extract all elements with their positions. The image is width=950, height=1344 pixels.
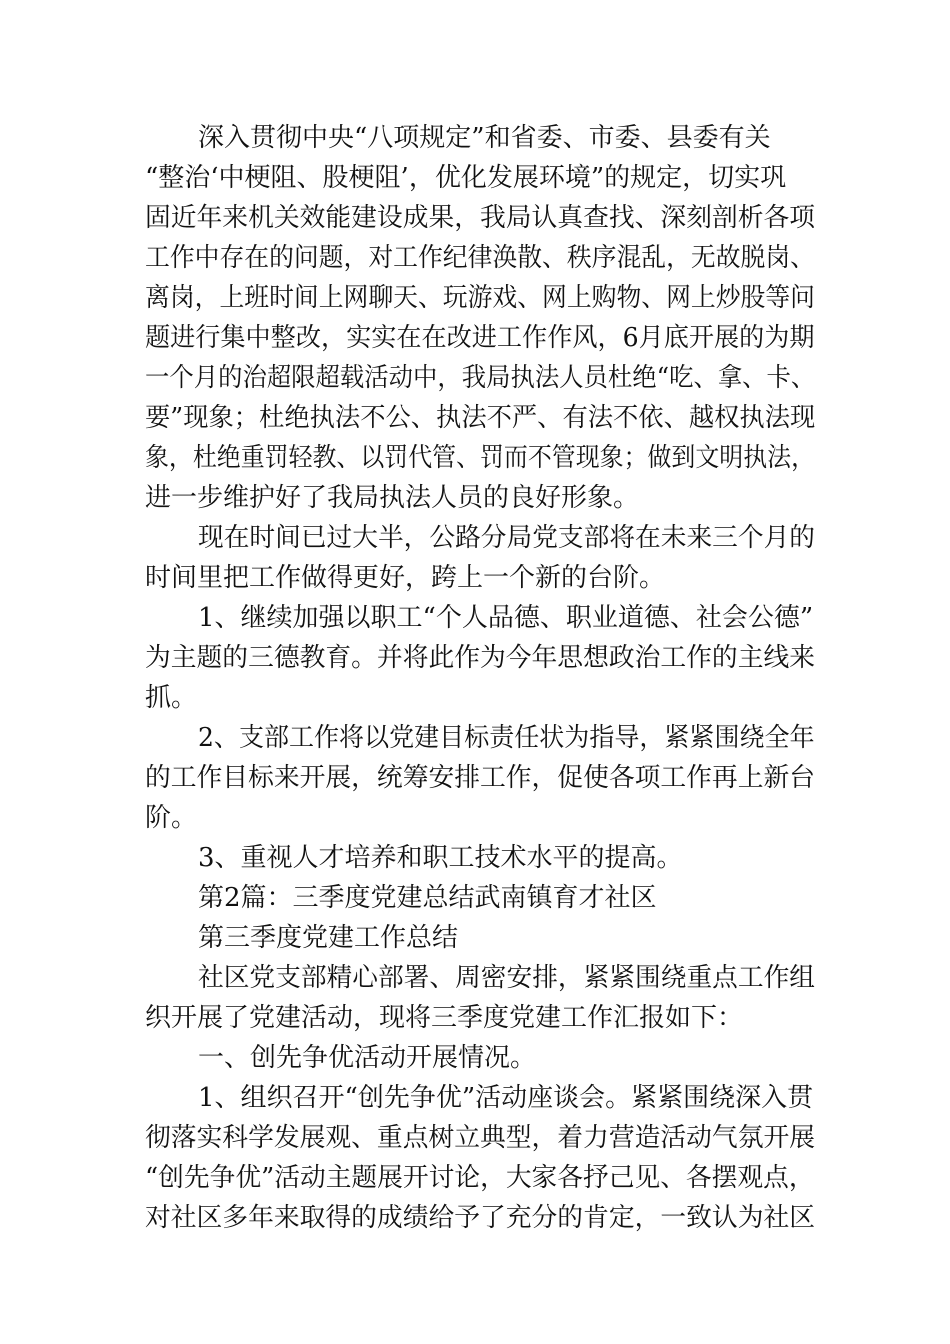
text-line: 阶。 (145, 803, 198, 833)
text-line: 为主题的三德教育。并将此作为今年思想政治工作的主线来 (145, 643, 816, 673)
text-line: 工作中存在的问题，对工作纪律涣散、秩序混乱，无故脱岗、 (145, 243, 816, 273)
text-line: 深入贯彻中央“八项规定”和省委、市委、县委有关 (198, 123, 771, 153)
section-subheading: 第三季度党建工作总结 (198, 923, 459, 953)
section-heading: 第2篇：三季度党建总结武南镇育才社区 (198, 883, 657, 913)
text-line: 抓。 (145, 683, 198, 713)
text-line: 的工作目标来开展，统筹安排工作，促使各项工作再上新台 (145, 763, 816, 793)
text-line: “整治‘中梗阻、股梗阻’，优化发展环境”的规定，切实巩 (145, 163, 787, 193)
text-line: 现在时间已过大半，公路分局党支部将在未来三个月的 (198, 523, 816, 553)
text-line: 一、创先争优活动开展情况。 (198, 1043, 537, 1073)
text-line: 1、组织召开“创先争优”活动座谈会。紧紧围绕深入贯 (198, 1083, 814, 1113)
text-line: 象，杜绝重罚轻教、以罚代管、罚而不管现象；做到文明执法， (145, 443, 816, 473)
text-line: 1、继续加强以职工“个人品德、职业道德、社会公德” (198, 603, 814, 633)
text-line: 社区党支部精心部署、周密安排，紧紧围绕重点工作组 (198, 963, 816, 993)
text-line: 题进行集中整改，实实在在改进工作作风，6月底开展的为期 (145, 323, 815, 353)
text-line: 对社区多年来取得的成绩给予了充分的肯定，一致认为社区 (145, 1203, 816, 1233)
text-line: 2、支部工作将以党建目标责任状为指导，紧紧围绕全年 (198, 723, 815, 753)
text-line: 离岗，上班时间上网聊天、玩游戏、网上购物、网上炒股等问 (145, 283, 816, 313)
text-line: 彻落实科学发展观、重点树立典型，着力营造活动气氛开展 (145, 1123, 816, 1153)
text-line: 时间里把工作做得更好，跨上一个新的台阶。 (145, 563, 666, 593)
text-line: 固近年来机关效能建设成果，我局认真查找、深刻剖析各项 (145, 203, 816, 233)
text-line: 一个月的治超限超载活动中，我局执法人员杜绝“吃、拿、卡、 (145, 363, 816, 393)
text-line: 进一步维护好了我局执法人员的良好形象。 (145, 483, 640, 513)
text-line: 3、重视人才培养和职工技术水平的提高。 (198, 843, 683, 873)
text-line: 要”现象；杜绝执法不公、执法不严、有法不依、越权执法现 (145, 403, 816, 433)
text-line: 织开展了党建活动，现将三季度党建工作汇报如下： (145, 1003, 744, 1033)
text-line: “创先争优”活动主题展开讨论，大家各抒己见、各摆观点， (145, 1163, 815, 1193)
